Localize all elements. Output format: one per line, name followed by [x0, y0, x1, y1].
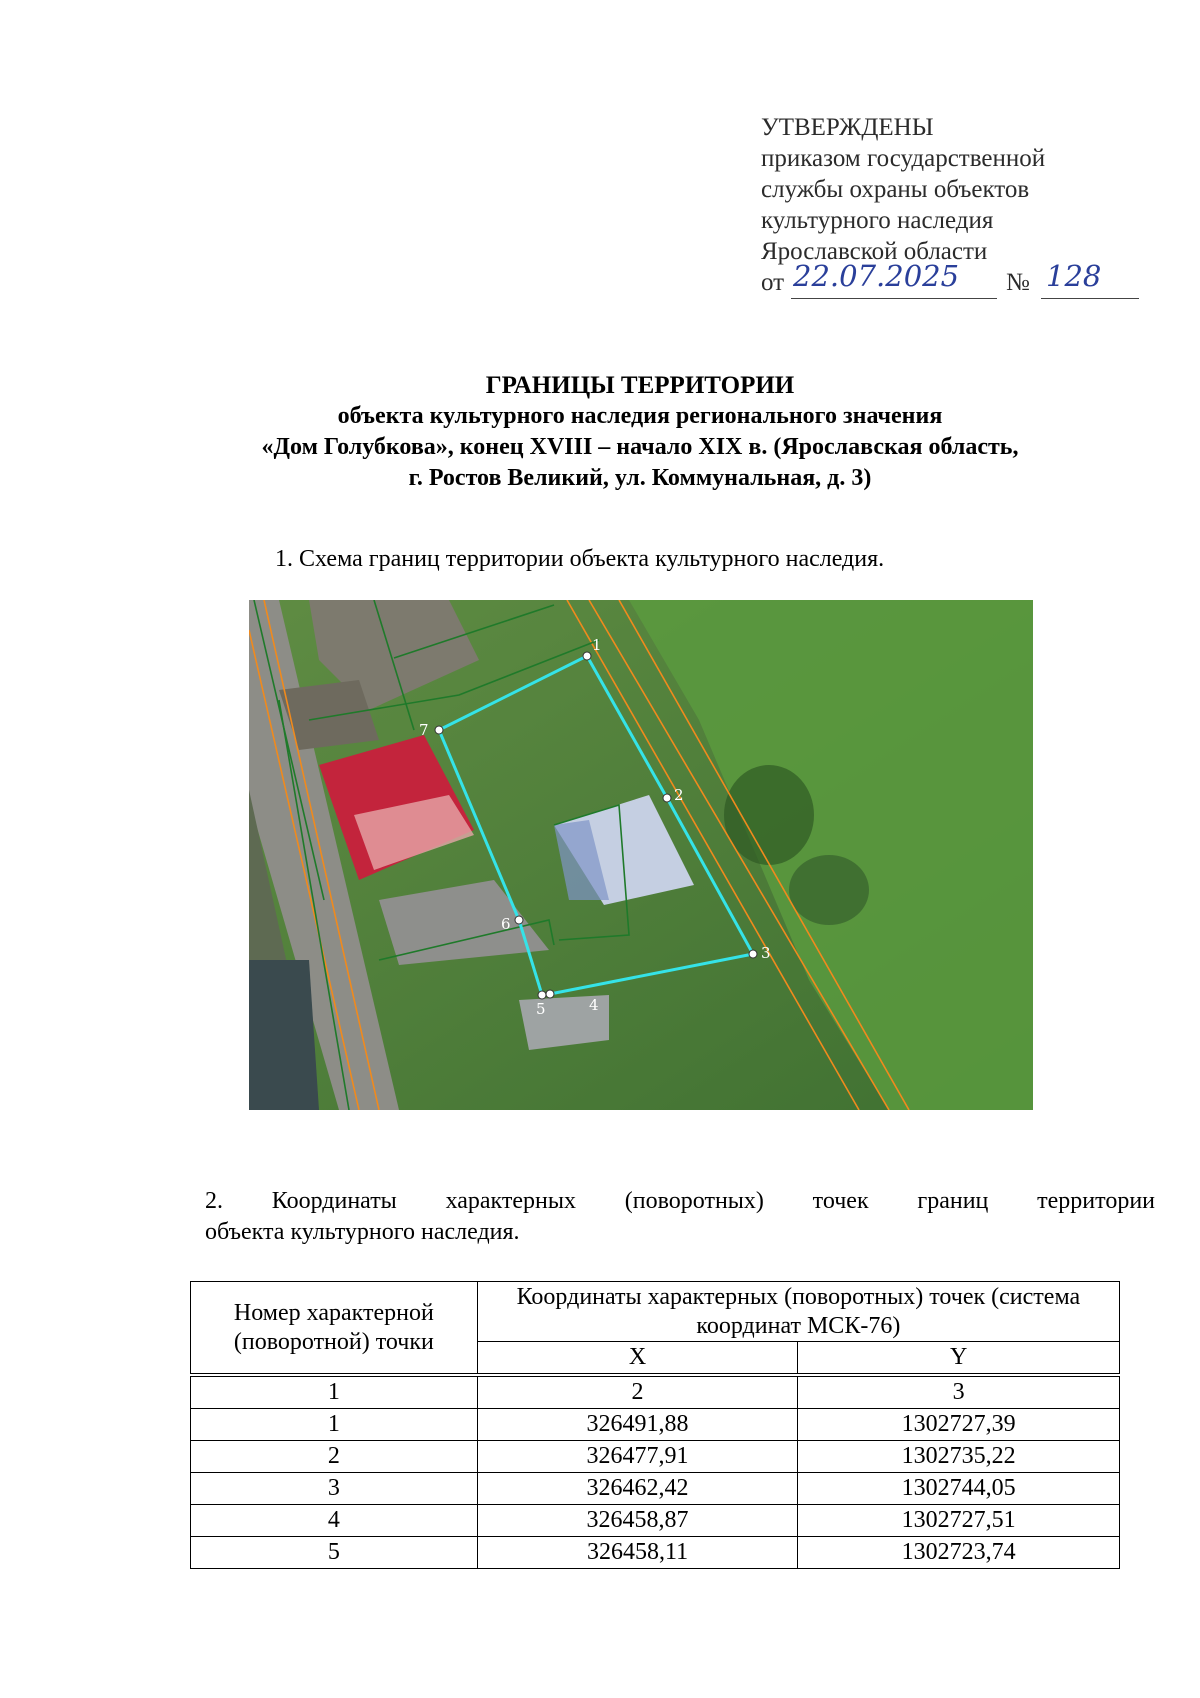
cell-x: 326491,88: [477, 1409, 798, 1441]
map-svg: [249, 600, 1033, 1110]
title-line-3: «Дом Голубкова», конец XVIII – начало XIX в. (Ярославская область,: [261, 434, 1019, 460]
table-row: [191, 1537, 1120, 1569]
approval-heading: УТВЕРЖДЕНЫ: [761, 114, 934, 141]
cell-y: 1302727,51: [798, 1505, 1120, 1537]
cell-x: 326458,87: [477, 1505, 798, 1537]
number-sign: №: [1006, 269, 1030, 296]
building: [249, 960, 319, 1110]
boundary-scheme-map: [249, 600, 1033, 1110]
column-number: 2: [477, 1375, 798, 1409]
cell-point: 3: [191, 1473, 478, 1505]
cell-point: 5: [191, 1537, 478, 1569]
boundary-point: [583, 652, 591, 660]
cell-point: 2: [191, 1441, 478, 1473]
cell-y: 1302727,39: [798, 1409, 1120, 1441]
cell-y: 1302735,22: [798, 1441, 1120, 1473]
coordinates-table: [190, 1281, 1120, 1569]
approval-line: Ярославской области: [761, 238, 988, 265]
point-label-1: 1: [592, 636, 602, 654]
header-y: Y: [798, 1342, 1120, 1376]
title-line-1: ГРАНИЦЫ ТЕРРИТОРИИ: [485, 372, 795, 399]
approval-block: [761, 112, 1181, 303]
point-label-7: 7: [419, 721, 429, 739]
tree-patch: [724, 765, 814, 865]
document-title: [150, 370, 1130, 494]
header-point-number: Номер характерной (поворотной) точки: [191, 1282, 478, 1376]
point-label-2: 2: [674, 786, 684, 804]
approval-line: культурного наследия: [761, 207, 994, 234]
boundary-point: [663, 794, 671, 802]
cell-point: 4: [191, 1505, 478, 1537]
cell-point: 1: [191, 1409, 478, 1441]
number-underline: [1041, 298, 1139, 299]
point-label-4: 4: [589, 996, 599, 1014]
boundary-point: [538, 991, 546, 999]
table-row: [191, 1409, 1120, 1441]
title-line-4: г. Ростов Великий, ул. Коммунальная, д. 3): [408, 465, 872, 491]
point-label-3: 3: [761, 944, 771, 962]
table-row: [191, 1505, 1120, 1537]
header-x: X: [477, 1342, 798, 1376]
boundary-point: [546, 990, 554, 998]
boundary-point: [515, 916, 523, 924]
cell-x: 326477,91: [477, 1441, 798, 1473]
cell-y: 1302723,74: [798, 1537, 1120, 1569]
handwritten-date: 22.07.2025: [793, 259, 960, 293]
column-number: 3: [798, 1375, 1120, 1409]
point-label-5: 5: [536, 1000, 546, 1018]
table-row: [191, 1441, 1120, 1473]
column-number: 1: [191, 1375, 478, 1409]
table-header-row: [191, 1282, 1120, 1342]
point-label-6: 6: [501, 915, 511, 933]
section-1-heading: 1. Схема границ территории объекта культурного наследия.: [275, 546, 885, 572]
column-number-row: [191, 1375, 1120, 1409]
boundary-point: [435, 726, 443, 734]
handwritten-number: 128: [1046, 259, 1102, 293]
table-row: [191, 1473, 1120, 1505]
cell-y: 1302744,05: [798, 1473, 1120, 1505]
cell-x: 326462,42: [477, 1473, 798, 1505]
cell-x: 326458,11: [477, 1537, 798, 1569]
title-line-2: объекта культурного наследия регионального значения: [337, 403, 943, 429]
approval-line: службы охраны объектов: [761, 176, 1030, 203]
approval-line: приказом государственной: [761, 145, 1046, 172]
tree-patch: [789, 855, 869, 925]
section-2-heading-line-1: 2. Координаты характерных (поворотных) точек границ территории: [205, 1188, 1155, 1214]
date-prefix: от: [761, 269, 785, 296]
header-coordinates: Координаты характерных (поворотных) точек (система координат МСК-76): [477, 1282, 1119, 1342]
approval-date-line: [761, 259, 1181, 303]
section-2-heading-line-2: объекта культурного наследия.: [205, 1219, 520, 1245]
date-underline: [791, 298, 997, 299]
boundary-point: [749, 950, 757, 958]
